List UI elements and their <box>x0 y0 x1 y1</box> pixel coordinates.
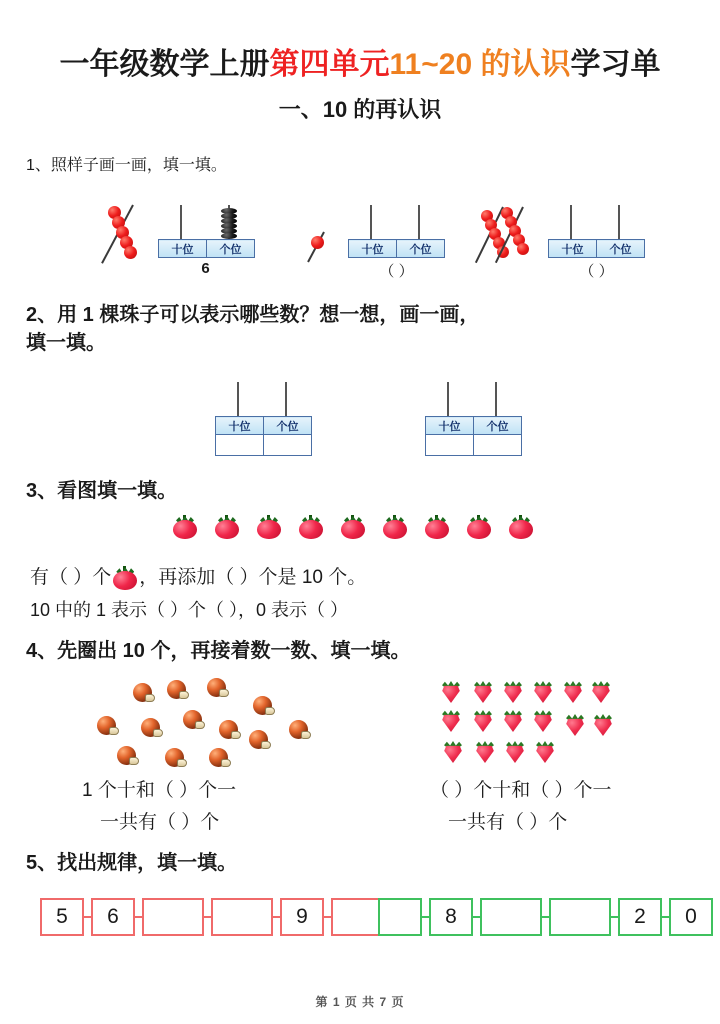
q4-left-line2: 一共有（ ）个 <box>100 812 220 833</box>
q1-place-value-2 <box>348 205 445 281</box>
mushroom-icon <box>141 718 163 738</box>
table-row <box>549 240 645 258</box>
sequence-connector <box>662 916 669 918</box>
number-box[interactable] <box>378 898 422 936</box>
section-subtitle: 一、10 的再认识 <box>278 97 442 122</box>
q1-rods-3 <box>548 205 645 239</box>
strawberry-icon <box>564 713 586 736</box>
mushroom-icon <box>249 730 271 750</box>
title-part-black-1: 一年级数学上册 <box>59 48 270 81</box>
mushroom-icon <box>165 748 187 768</box>
sequence-connector <box>135 916 142 918</box>
q4-left-line1: 1 个十和（ ）个一 <box>82 780 237 801</box>
mushroom-icon <box>167 680 189 700</box>
place-value-table <box>215 416 312 456</box>
q5-green-sequence <box>378 898 713 936</box>
strawberry-icon <box>534 740 556 763</box>
question-2-text-line1: 2、用 1 棵珠子可以表示哪些数？想一想，画一画， <box>26 304 480 326</box>
tomato-icon <box>298 515 324 539</box>
strawberry-icon <box>474 740 496 763</box>
q2-place-value-1 <box>215 382 312 456</box>
bead-stick-red-5 <box>100 203 146 275</box>
strawberry-icon <box>504 740 526 763</box>
tens-header: 十位 <box>216 417 264 435</box>
tomato-icon <box>424 515 450 539</box>
tens-header: 十位 <box>159 240 207 258</box>
number-box[interactable]: 9 <box>280 898 324 936</box>
q4-mushroom-group <box>85 678 360 770</box>
q1-rods-1 <box>158 205 255 239</box>
place-value-table <box>548 239 645 258</box>
strawberry-icon <box>532 709 554 732</box>
strawberry-icon <box>472 680 494 703</box>
q4-strawberry-group <box>440 680 665 770</box>
tomato-icon <box>256 515 282 539</box>
tomato-icon <box>382 515 408 539</box>
mushroom-icon <box>183 710 205 730</box>
bead-stick-red-1 <box>305 230 339 270</box>
q1-answer-2[interactable]: （ ） <box>379 263 414 280</box>
question-3-text: 3、看图填一填。 <box>26 480 178 502</box>
tomato-icon <box>214 515 240 539</box>
strawberry-icon <box>442 740 464 763</box>
q1-item-1 <box>100 203 146 280</box>
tens-header: 十位 <box>549 240 597 258</box>
q1-place-value-3 <box>548 205 645 281</box>
q3-tomato-row <box>172 515 534 544</box>
q1-item-3 <box>480 205 536 280</box>
table-row <box>216 417 312 435</box>
title-part-red: 第四单元 <box>269 48 390 81</box>
place-value-table <box>425 416 522 456</box>
q2-rods-2 <box>425 382 522 416</box>
q5-red-sequence <box>40 898 393 936</box>
q1-answer-3[interactable]: （ ） <box>579 263 614 280</box>
sequence-connector <box>611 916 618 918</box>
strawberry-icon <box>592 713 614 736</box>
strawberry-icon <box>532 680 554 703</box>
ones-answer-cell[interactable] <box>474 435 522 456</box>
ones-header: 个位 <box>397 240 445 258</box>
sequence-connector <box>204 916 211 918</box>
sequence-connector <box>273 916 280 918</box>
mushroom-icon <box>219 720 241 740</box>
number-box[interactable]: 6 <box>91 898 135 936</box>
tomato-icon <box>466 515 492 539</box>
tomato-icon <box>112 566 138 590</box>
page-title <box>18 0 702 81</box>
number-box[interactable]: 8 <box>429 898 473 936</box>
title-part-orange: 11~20 的认识 <box>389 48 571 81</box>
mushroom-icon <box>207 678 229 698</box>
q1-rods-2 <box>348 205 445 239</box>
tomato-icon <box>340 515 366 539</box>
mushroom-icon <box>253 696 275 716</box>
tens-header: 十位 <box>426 417 474 435</box>
strawberry-icon <box>440 709 462 732</box>
tomato-icon <box>172 515 198 539</box>
number-box[interactable]: 5 <box>40 898 84 936</box>
sequence-connector <box>542 916 549 918</box>
table-row <box>349 240 445 258</box>
strawberry-icon <box>440 680 462 703</box>
table-row <box>216 435 312 456</box>
number-box[interactable] <box>142 898 204 936</box>
number-box[interactable] <box>480 898 542 936</box>
number-box[interactable]: 0 <box>669 898 713 936</box>
strawberry-icon <box>472 709 494 732</box>
q3-line1-part-b: ，再添加（ ）个是 10 个。 <box>139 567 367 588</box>
title-part-black-2: 学习单 <box>570 48 661 81</box>
mushroom-icon <box>133 683 155 703</box>
q2-place-value-2 <box>425 382 522 456</box>
q1-place-value-1 <box>158 205 255 277</box>
q3-line1-part-a: 有（ ）个 <box>30 567 112 588</box>
strawberry-icon <box>502 680 524 703</box>
tomato-icon <box>508 515 534 539</box>
strawberry-icon <box>590 680 612 703</box>
table-row <box>426 435 522 456</box>
bead-stick-red-10 <box>480 205 536 275</box>
q1-item-2 <box>305 230 339 275</box>
question-1-text: 1、照样子画一画，填一填。 <box>26 157 227 174</box>
sequence-connector <box>84 916 91 918</box>
mushroom-icon <box>209 748 231 768</box>
q4-right-line1: （ ）个十和（ ）个一 <box>430 780 612 801</box>
tens-answer-cell[interactable] <box>216 435 264 456</box>
mushroom-icon <box>289 720 311 740</box>
sequence-connector <box>324 916 331 918</box>
tens-answer-cell[interactable] <box>426 435 474 456</box>
ones-header: 个位 <box>474 417 522 435</box>
sequence-connector <box>473 916 480 918</box>
question-3-line1 <box>30 565 366 592</box>
tens-header: 十位 <box>349 240 397 258</box>
question-2-text-line2: 填一填。 <box>26 332 106 354</box>
page-footer: 第 1 页 共 7 页 <box>315 995 405 1009</box>
question-4-text: 4、先圈出 10 个，再接着数一数、填一填。 <box>26 640 411 662</box>
table-row <box>426 417 522 435</box>
place-value-table <box>158 239 255 258</box>
strawberry-icon <box>562 680 584 703</box>
question-5-text: 5、找出规律，填一填。 <box>26 852 238 874</box>
ones-header: 个位 <box>264 417 312 435</box>
table-row <box>159 240 255 258</box>
mushroom-icon <box>117 746 139 766</box>
q4-right-line2: 一共有（ ）个 <box>448 812 568 833</box>
ones-answer-cell[interactable] <box>264 435 312 456</box>
question-3-line2: 10 中的 1 表示（ ）个（ ），0 表示（ ） <box>30 600 349 620</box>
q2-rods-1 <box>215 382 312 416</box>
number-box[interactable] <box>549 898 611 936</box>
q1-answer-1[interactable]: 6 <box>201 260 212 277</box>
sequence-connector <box>422 916 429 918</box>
ones-header: 个位 <box>597 240 645 258</box>
number-box[interactable] <box>211 898 273 936</box>
strawberry-icon <box>502 709 524 732</box>
number-box[interactable]: 2 <box>618 898 662 936</box>
mushroom-icon <box>97 716 119 736</box>
ones-header: 个位 <box>207 240 255 258</box>
place-value-table <box>348 239 445 258</box>
